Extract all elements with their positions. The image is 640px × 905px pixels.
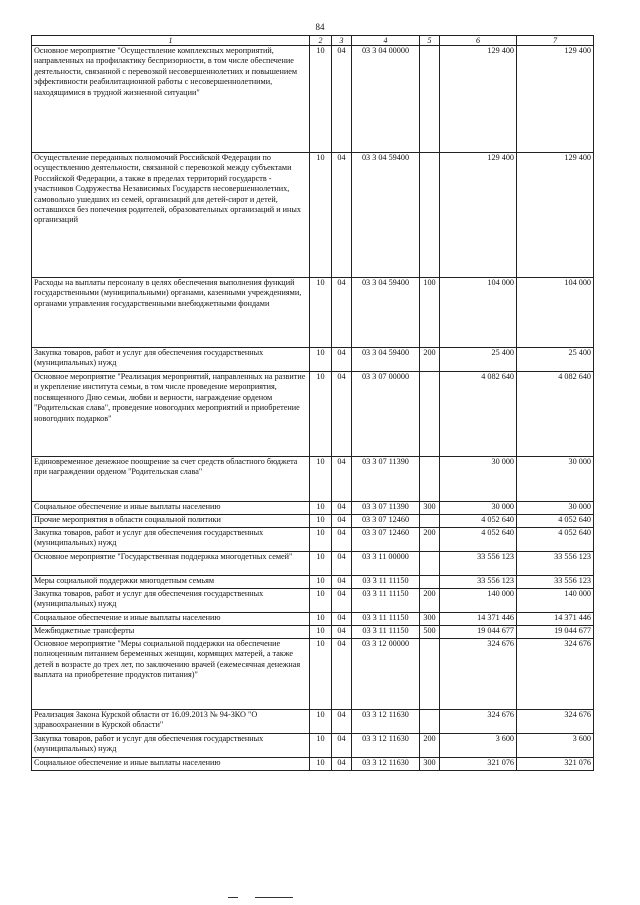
cell-subsection: 04 bbox=[332, 278, 352, 348]
table-row bbox=[32, 613, 594, 626]
cell-name: Осуществление переданных полномочий Российской Федерации по осуществлению деятельности, связанной с перевозкой между субъектами Российской Федерации, а также в пределах территорий государств - участников Содружества Независимых Государств несовершеннолетних, самовольно ушедших из семей, организаций для детей-сирот и детей, оставшихся без попечения родителей, образовательных организаций и иных организаций bbox=[32, 153, 310, 278]
cell-amount-year-2: 30 000 bbox=[517, 457, 594, 502]
cell-section: 10 bbox=[310, 589, 332, 613]
cell-section: 10 bbox=[310, 758, 332, 771]
cell-amount-year-1: 324 676 bbox=[440, 639, 517, 710]
cell-subsection: 04 bbox=[332, 613, 352, 626]
header-col-2: 2 bbox=[310, 36, 332, 46]
cell-section: 10 bbox=[310, 613, 332, 626]
cell-target-article: 03 3 04 00000 bbox=[352, 46, 420, 153]
cell-target-article: 03 3 04 59400 bbox=[352, 348, 420, 372]
scan-mark bbox=[255, 897, 293, 898]
cell-subsection: 04 bbox=[332, 589, 352, 613]
cell-subsection: 04 bbox=[332, 626, 352, 639]
cell-amount-year-2: 129 400 bbox=[517, 46, 594, 153]
table-row bbox=[32, 589, 594, 613]
table-row bbox=[32, 626, 594, 639]
cell-subsection: 04 bbox=[332, 348, 352, 372]
header-col-5: 5 bbox=[420, 36, 440, 46]
cell-target-article: 03 3 12 11630 bbox=[352, 758, 420, 771]
cell-amount-year-2: 19 044 677 bbox=[517, 626, 594, 639]
table-row bbox=[32, 46, 594, 153]
cell-name: Основное мероприятие "Государственная поддержка многодетных семей" bbox=[32, 552, 310, 576]
cell-expense-type bbox=[420, 576, 440, 589]
header-col-3: 3 bbox=[332, 36, 352, 46]
budget-table bbox=[31, 35, 594, 771]
cell-amount-year-2: 321 076 bbox=[517, 758, 594, 771]
cell-expense-type bbox=[420, 153, 440, 278]
cell-target-article: 03 3 04 59400 bbox=[352, 278, 420, 348]
cell-target-article: 03 3 11 11150 bbox=[352, 576, 420, 589]
header-col-4: 4 bbox=[352, 36, 420, 46]
cell-target-article: 03 3 11 11150 bbox=[352, 626, 420, 639]
cell-subsection: 04 bbox=[332, 552, 352, 576]
cell-section: 10 bbox=[310, 153, 332, 278]
cell-expense-type: 200 bbox=[420, 348, 440, 372]
cell-section: 10 bbox=[310, 576, 332, 589]
table-row bbox=[32, 278, 594, 348]
cell-subsection: 04 bbox=[332, 515, 352, 528]
cell-section: 10 bbox=[310, 734, 332, 758]
cell-amount-year-2: 33 556 123 bbox=[517, 576, 594, 589]
cell-name: Реализация Закона Курской области от 16.09.2013 № 94-ЗКО "О здравоохранении в Курской области" bbox=[32, 710, 310, 734]
cell-name: Основное мероприятие "Меры социальной поддержки на обеспечение полноценным питанием беременных женщин, кормящих матерей, а также детей в возрасте до трех лет, по заключению врачей (ежемесячная денежная выплата на приобретение продуктов питания)" bbox=[32, 639, 310, 710]
table-row bbox=[32, 710, 594, 734]
header-col-6: 6 bbox=[440, 36, 517, 46]
cell-amount-year-2: 14 371 446 bbox=[517, 613, 594, 626]
cell-expense-type: 200 bbox=[420, 734, 440, 758]
cell-subsection: 04 bbox=[332, 457, 352, 502]
cell-section: 10 bbox=[310, 46, 332, 153]
cell-name: Закупка товаров, работ и услуг для обеспечения государственных (муниципальных) нужд bbox=[32, 589, 310, 613]
cell-amount-year-1: 30 000 bbox=[440, 502, 517, 515]
table-row bbox=[32, 348, 594, 372]
table-row bbox=[32, 734, 594, 758]
cell-expense-type bbox=[420, 515, 440, 528]
header-col-1: 1 bbox=[32, 36, 310, 46]
cell-target-article: 03 3 11 11150 bbox=[352, 613, 420, 626]
cell-target-article: 03 3 11 00000 bbox=[352, 552, 420, 576]
cell-subsection: 04 bbox=[332, 758, 352, 771]
cell-amount-year-2: 4 082 640 bbox=[517, 372, 594, 457]
cell-expense-type: 100 bbox=[420, 278, 440, 348]
cell-target-article: 03 3 04 59400 bbox=[352, 153, 420, 278]
scan-mark bbox=[228, 897, 238, 898]
cell-name: Расходы на выплаты персоналу в целях обеспечения выполнения функций государственными (муниципальными) органами, казенными учреждениями, органами управления государственными внебюджетными фондами bbox=[32, 278, 310, 348]
cell-target-article: 03 3 07 12460 bbox=[352, 528, 420, 552]
cell-amount-year-1: 33 556 123 bbox=[440, 552, 517, 576]
table-row bbox=[32, 528, 594, 552]
cell-section: 10 bbox=[310, 502, 332, 515]
table-row bbox=[32, 639, 594, 710]
cell-expense-type bbox=[420, 710, 440, 734]
cell-expense-type bbox=[420, 639, 440, 710]
cell-target-article: 03 3 11 11150 bbox=[352, 589, 420, 613]
cell-name: Межбюджетные трансферты bbox=[32, 626, 310, 639]
cell-target-article: 03 3 12 00000 bbox=[352, 639, 420, 710]
cell-amount-year-2: 324 676 bbox=[517, 639, 594, 710]
page-number: 84 bbox=[315, 22, 325, 32]
cell-amount-year-2: 324 676 bbox=[517, 710, 594, 734]
cell-amount-year-2: 30 000 bbox=[517, 502, 594, 515]
cell-section: 10 bbox=[310, 372, 332, 457]
cell-amount-year-2: 4 052 640 bbox=[517, 515, 594, 528]
cell-expense-type bbox=[420, 372, 440, 457]
cell-amount-year-1: 4 052 640 bbox=[440, 528, 517, 552]
cell-section: 10 bbox=[310, 457, 332, 502]
cell-amount-year-1: 140 000 bbox=[440, 589, 517, 613]
cell-amount-year-2: 33 556 123 bbox=[517, 552, 594, 576]
cell-subsection: 04 bbox=[332, 502, 352, 515]
cell-target-article: 03 3 07 11390 bbox=[352, 457, 420, 502]
cell-target-article: 03 3 12 11630 bbox=[352, 710, 420, 734]
cell-amount-year-1: 4 082 640 bbox=[440, 372, 517, 457]
cell-name: Меры социальной поддержки многодетным семьям bbox=[32, 576, 310, 589]
cell-expense-type bbox=[420, 457, 440, 502]
cell-subsection: 04 bbox=[332, 46, 352, 153]
table-row bbox=[32, 758, 594, 771]
cell-expense-type: 500 bbox=[420, 626, 440, 639]
cell-amount-year-1: 14 371 446 bbox=[440, 613, 517, 626]
cell-expense-type bbox=[420, 46, 440, 153]
cell-section: 10 bbox=[310, 528, 332, 552]
cell-name: Социальное обеспечение и иные выплаты населению bbox=[32, 758, 310, 771]
cell-expense-type: 300 bbox=[420, 502, 440, 515]
cell-subsection: 04 bbox=[332, 576, 352, 589]
cell-section: 10 bbox=[310, 710, 332, 734]
table-row bbox=[32, 457, 594, 502]
cell-expense-type: 300 bbox=[420, 758, 440, 771]
cell-section: 10 bbox=[310, 626, 332, 639]
table-row bbox=[32, 515, 594, 528]
cell-section: 10 bbox=[310, 515, 332, 528]
table-row bbox=[32, 576, 594, 589]
cell-name: Закупка товаров, работ и услуг для обеспечения государственных (муниципальных) нужд bbox=[32, 528, 310, 552]
cell-subsection: 04 bbox=[332, 710, 352, 734]
cell-expense-type: 200 bbox=[420, 528, 440, 552]
cell-name: Социальное обеспечение и иные выплаты населению bbox=[32, 502, 310, 515]
cell-amount-year-2: 104 000 bbox=[517, 278, 594, 348]
cell-amount-year-1: 19 044 677 bbox=[440, 626, 517, 639]
cell-amount-year-1: 104 000 bbox=[440, 278, 517, 348]
cell-section: 10 bbox=[310, 552, 332, 576]
cell-amount-year-1: 321 076 bbox=[440, 758, 517, 771]
cell-expense-type: 200 bbox=[420, 589, 440, 613]
cell-amount-year-1: 129 400 bbox=[440, 46, 517, 153]
cell-amount-year-2: 129 400 bbox=[517, 153, 594, 278]
cell-amount-year-1: 129 400 bbox=[440, 153, 517, 278]
cell-name: Прочие мероприятия в области социальной политики bbox=[32, 515, 310, 528]
header-row bbox=[32, 36, 594, 46]
cell-name: Основное мероприятие "Реализация мероприятий, направленных на развитие и укрепление института семьи, в том числе проведение мероприятия, посвященного Дню семьи, любви и верности, награждение орденом "Родительская слава", проведение новогодних мероприятий и приобретение новогодних подарков" bbox=[32, 372, 310, 457]
cell-amount-year-2: 25 400 bbox=[517, 348, 594, 372]
cell-section: 10 bbox=[310, 348, 332, 372]
table-row bbox=[32, 502, 594, 515]
header-col-7: 7 bbox=[517, 36, 594, 46]
cell-expense-type bbox=[420, 552, 440, 576]
cell-name: Закупка товаров, работ и услуг для обеспечения государственных (муниципальных) нужд bbox=[32, 348, 310, 372]
cell-target-article: 03 3 07 12460 bbox=[352, 515, 420, 528]
cell-target-article: 03 3 12 11630 bbox=[352, 734, 420, 758]
cell-amount-year-1: 3 600 bbox=[440, 734, 517, 758]
cell-subsection: 04 bbox=[332, 153, 352, 278]
cell-amount-year-2: 4 052 640 bbox=[517, 528, 594, 552]
cell-amount-year-2: 140 000 bbox=[517, 589, 594, 613]
cell-amount-year-2: 3 600 bbox=[517, 734, 594, 758]
cell-name: Закупка товаров, работ и услуг для обеспечения государственных (муниципальных) нужд bbox=[32, 734, 310, 758]
cell-amount-year-1: 25 400 bbox=[440, 348, 517, 372]
cell-section: 10 bbox=[310, 639, 332, 710]
cell-expense-type: 300 bbox=[420, 613, 440, 626]
cell-subsection: 04 bbox=[332, 528, 352, 552]
cell-amount-year-1: 324 676 bbox=[440, 710, 517, 734]
table-row bbox=[32, 372, 594, 457]
cell-subsection: 04 bbox=[332, 734, 352, 758]
cell-section: 10 bbox=[310, 278, 332, 348]
cell-target-article: 03 3 07 00000 bbox=[352, 372, 420, 457]
cell-amount-year-1: 30 000 bbox=[440, 457, 517, 502]
cell-amount-year-1: 33 556 123 bbox=[440, 576, 517, 589]
cell-subsection: 04 bbox=[332, 372, 352, 457]
table-row bbox=[32, 552, 594, 576]
cell-name: Социальное обеспечение и иные выплаты населению bbox=[32, 613, 310, 626]
cell-amount-year-1: 4 052 640 bbox=[440, 515, 517, 528]
cell-subsection: 04 bbox=[332, 639, 352, 710]
cell-name: Единовременное денежное поощрение за счет средств областного бюджета при награждении орденом "Родительская слава" bbox=[32, 457, 310, 502]
table-row bbox=[32, 153, 594, 278]
cell-target-article: 03 3 07 11390 bbox=[352, 502, 420, 515]
cell-name: Основное мероприятие "Осуществление комплексных мероприятий, направленных на профилактику беспризорности, в том числе обеспечение деятельности, связанной с перевозкой несовершеннолетних и повышением эффективности реабилитационной работы с несовершеннолетними, находящимися в трудной жизненной ситуации" bbox=[32, 46, 310, 153]
